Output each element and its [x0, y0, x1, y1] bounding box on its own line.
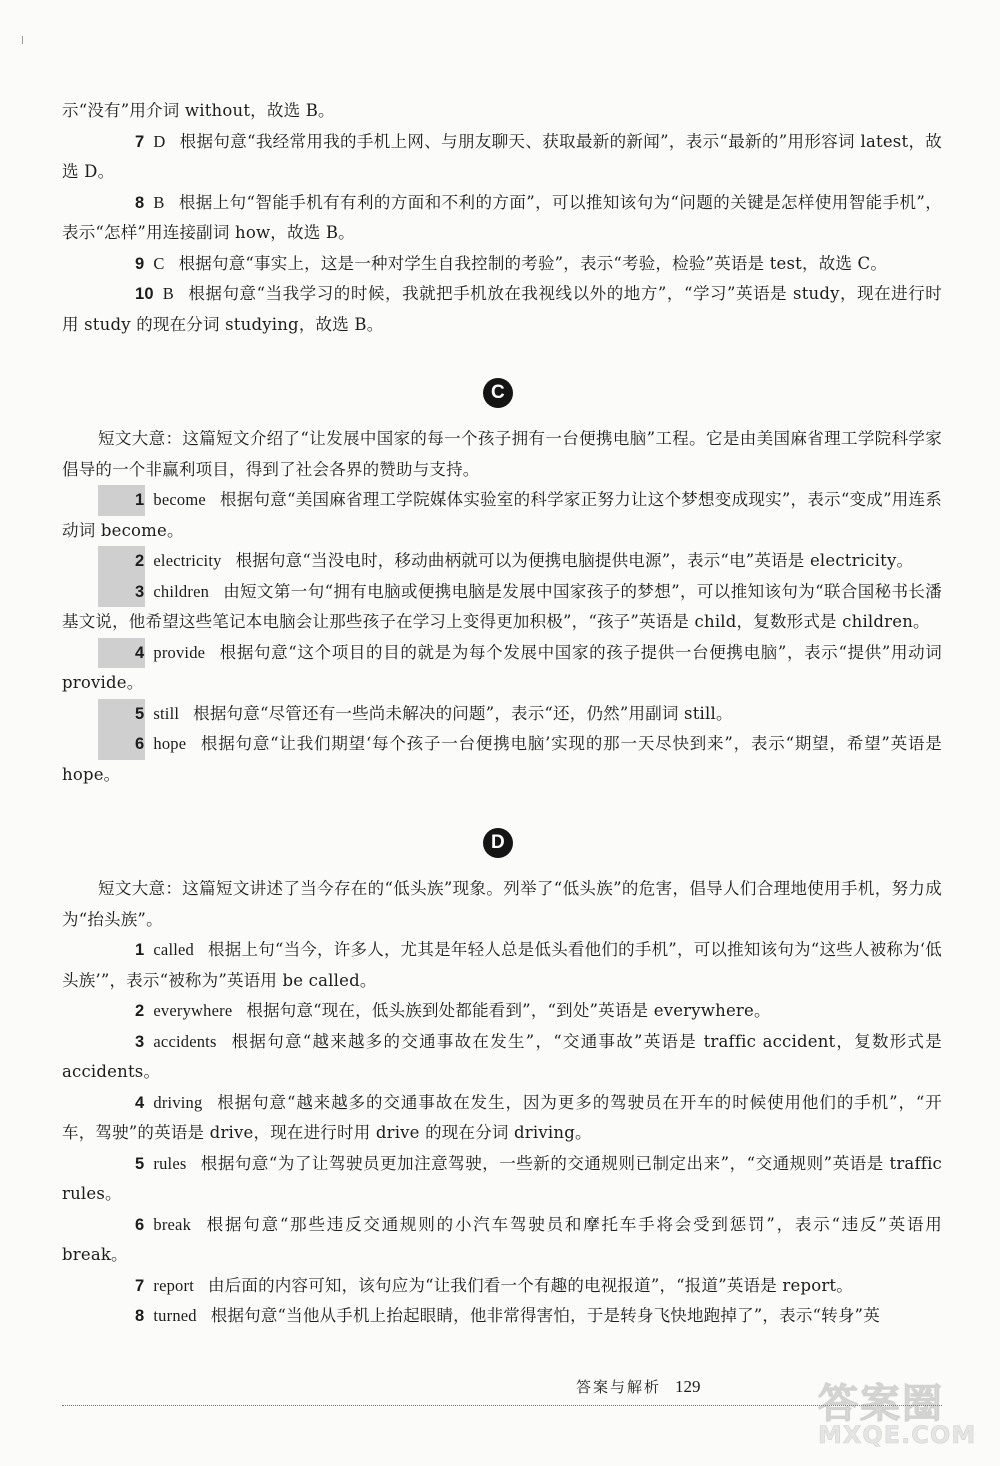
footer-label: 答案与解析 — [576, 1378, 662, 1396]
item-explanation: 根据句意“美国麻省理工学院媒体实验室的科学家正努力让这个梦想变成现实”，表示“变成”用连系动词 become。 — [62, 490, 942, 540]
item-answer: D — [153, 131, 166, 151]
section-c-item-2 — [62, 546, 942, 577]
item-number: 1 — [98, 485, 145, 516]
item-answer: rules — [153, 1153, 187, 1173]
section-d-item-4 — [62, 1088, 942, 1149]
item-answer: break — [153, 1214, 192, 1234]
item-answer: B — [153, 192, 165, 212]
watermark-logo — [818, 1372, 978, 1452]
item-explanation: 由短文第一句“拥有电脑或便携电脑是发展中国家孩子的梦想”，可以推知该句为“联合国秘书长潘基文说，他希望这些笔记本电脑会让那些孩子在学习上变得更加积极”，“孩子”英语是 child，复数形式是 children。 — [62, 581, 942, 631]
section-b-item-10 — [62, 279, 942, 340]
item-answer: everywhere — [153, 1001, 233, 1020]
section-d-item-8 — [62, 1301, 942, 1332]
item-number: 6 — [98, 729, 145, 760]
section-c-summary: 短文大意：这篇短文介绍了“让发展中国家的每一个孩子拥有一台便携电脑”工程。它是由美国麻省理工学院科学家倡导的一个非赢利项目，得到了社会各界的赞助与支持。 — [62, 429, 942, 479]
item-explanation: 根据句意“让我们期望‘每个孩子一台便携电脑’实现的那一天尽快到来”，表示“期望，希望”英语是 hope。 — [62, 734, 942, 784]
section-c-badge: C — [483, 378, 513, 408]
section-d-badge: D — [483, 828, 513, 858]
item-number: 5 — [135, 1154, 145, 1173]
item-number: 10 — [135, 285, 154, 303]
answer-page — [62, 96, 942, 1332]
footer-divider — [62, 1405, 942, 1406]
item-explanation: 根据句意“当没电时，移动曲柄就可以为便携电脑提供电源”，表示“电”英语是 electricity。 — [235, 551, 914, 570]
item-explanation: 根据句意“这个项目的目的就是为每个发展中国家的孩子提供一台便携电脑”，表示“提供”用动词 provide。 — [62, 642, 942, 692]
section-d-item-5 — [62, 1149, 942, 1210]
item-answer: children — [153, 581, 210, 601]
corner-mark — [22, 36, 23, 44]
item-number: 8 — [135, 193, 145, 212]
item-answer: accidents — [153, 1031, 217, 1051]
item-explanation: 根据句意“现在，低头族到处都能看到”，“到处”英语是 everywhere。 — [246, 1001, 771, 1020]
section-d-item-1 — [62, 935, 942, 996]
item-explanation: 根据句意“当他从手机上抬起眼睛，他非常得害怕，于是转身飞快地跑掉了”，表示“转身”英 — [210, 1306, 880, 1325]
section-d-item-7 — [62, 1271, 942, 1302]
section-d-header — [62, 828, 942, 874]
item-answer: called — [153, 940, 194, 959]
item-explanation: 根据句意“我经常用我的手机上网、与朋友聊天、获取最新的新闻”，表示“最新的”用形容词 latest，故选 D。 — [62, 131, 942, 181]
item-number: 2 — [135, 1002, 145, 1020]
section-d-item-2 — [62, 996, 942, 1027]
item-explanation: 根据句意“越来越多的交通事故在发生”，“交通事故”英语是 traffic accident，复数形式是 accidents。 — [62, 1031, 942, 1081]
section-c-header — [62, 378, 942, 424]
item-answer: B — [162, 284, 174, 303]
watermark-bottom-text: MXQE.COM — [818, 1421, 977, 1449]
item-number: 3 — [98, 577, 145, 608]
item-number: 9 — [135, 254, 145, 273]
item-explanation: 根据句意“当我学习的时候，我就把手机放在我视线以外的地方”，“学习”英语是 study，现在进行时用 study 的现在分词 studying，故选 B。 — [62, 284, 942, 334]
item-number: 7 — [135, 132, 145, 151]
section-d-summary: 短文大意：这篇短文讲述了当今存在的“低头族”现象。列举了“低头族”的危害，倡导人们合理地使用手机，努力成为“抬头族”。 — [62, 879, 942, 929]
section-d-item-3 — [62, 1027, 942, 1088]
item-number: 4 — [98, 638, 145, 669]
page-footer — [576, 1376, 701, 1397]
item-number: 4 — [135, 1093, 145, 1112]
item-explanation: 根据句意“越来越多的交通事故在发生，因为更多的驾驶员在开车的时候使用他们的手机”，“开车，驾驶”的英语是 drive，现在进行时用 drive 的现在分词 driving。 — [62, 1092, 942, 1142]
section-c-item-6 — [62, 729, 942, 790]
item-answer: C — [153, 253, 165, 273]
item-answer: still — [153, 703, 180, 723]
item-explanation: 根据句意“尽管还有一些尚未解决的问题”，表示“还，仍然”用副词 still。 — [193, 703, 733, 723]
section-c-item-4 — [62, 638, 942, 699]
item-number: 7 — [135, 1276, 145, 1295]
section-c-item-1 — [62, 485, 942, 546]
item-answer: driving — [153, 1092, 203, 1112]
item-explanation: 根据句意“事实上，这是一种对学生自我控制的考验”，表示“考验，检验”英语是 test，故选 C。 — [178, 253, 888, 273]
item-explanation: 根据上句“智能手机有有利的方面和不利的方面”，可以推知该句为“问题的关键是怎样使用智能手机”，表示“怎样”用连接副词 how，故选 B。 — [62, 192, 942, 242]
section-c-item-5 — [62, 699, 942, 730]
item-explanation: 根据句意“那些违反交通规则的小汽车驾驶员和摩托车手将会受到惩罚”，表示“违反”英语用 break。 — [62, 1214, 942, 1264]
section-b-continuation: 示“没有”用介词 without，故选 B。 — [62, 101, 335, 120]
section-b-item-9 — [62, 249, 942, 280]
section-c-item-3 — [62, 577, 942, 638]
item-number: 8 — [135, 1307, 145, 1325]
item-explanation: 根据上句“当今，许多人，尤其是年轻人总是低头看他们的手机”，可以推知该句为“这些人被称为‘低头族’”，表示“被称为”英语用 be called。 — [62, 940, 942, 990]
item-number: 2 — [98, 546, 145, 577]
item-explanation: 根据句意“为了让驾驶员更加注意驾驶，一些新的交通规则已制定出来”，“交通规则”英语是 traffic rules。 — [62, 1153, 942, 1203]
section-d-item-6 — [62, 1210, 942, 1271]
item-number: 1 — [135, 941, 145, 959]
item-explanation: 由后面的内容可知，该句应为“让我们看一个有趣的电视报道”，“报道”英语是 report。 — [208, 1275, 853, 1295]
item-answer: provide — [153, 642, 206, 662]
section-b-item-7 — [62, 127, 942, 188]
watermark-top-text: 答案圈 — [818, 1381, 944, 1427]
section-b-item-8 — [62, 188, 942, 249]
item-number: 5 — [98, 699, 145, 730]
item-number: 3 — [135, 1032, 145, 1051]
item-answer: report — [153, 1275, 194, 1295]
page-number: 129 — [675, 1377, 701, 1396]
item-answer: become — [153, 490, 206, 509]
item-number: 6 — [135, 1215, 145, 1234]
item-answer: hope — [153, 734, 187, 753]
item-answer: turned — [153, 1306, 197, 1325]
item-answer: electricity — [153, 551, 222, 570]
